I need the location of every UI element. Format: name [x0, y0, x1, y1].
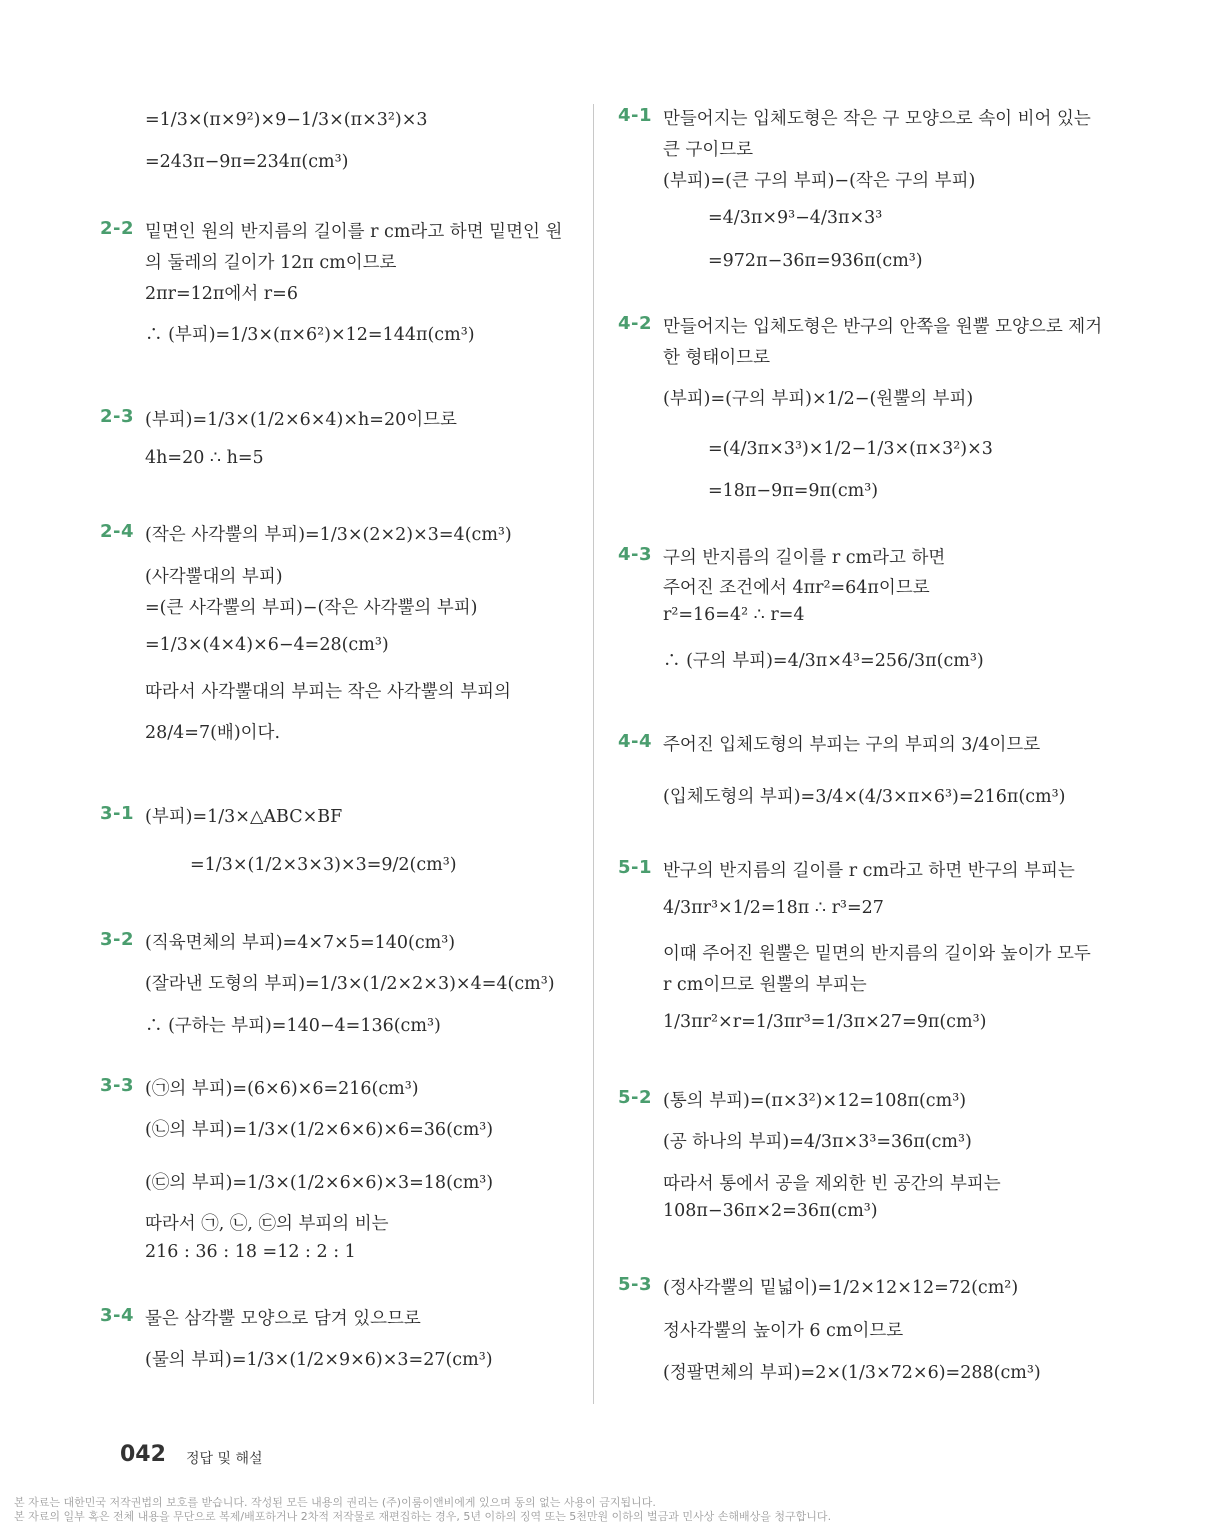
solution-line: ∴ (부피)=1/3×(π×6²)×12=144π(cm³) [145, 325, 475, 345]
section-label: 정답 및 해설 [186, 1451, 263, 1467]
problem-number: 2-2 [100, 218, 135, 239]
problem-number: 3-1 [100, 803, 135, 824]
solution-line: (잘라낸 도형의 부피)=1/3×(1/2×2×3)×4=4(cm³) [145, 974, 555, 994]
solution-line: r cm이므로 원뿔의 부피는 [663, 975, 867, 995]
solution-line: =972π−36π=936π(cm³) [708, 251, 923, 271]
problem-number: 5-3 [618, 1274, 653, 1295]
solution-line: (입체도형의 부피)=3/4×(4/3×π×6³)=216π(cm³) [663, 787, 1066, 807]
solution-line: 만들어지는 입체도형은 작은 구 모양으로 속이 비어 있는 [663, 109, 1091, 129]
solution-line: 4h=20 ∴ h=5 [145, 448, 264, 468]
solution-line: 물은 삼각뿔 모양으로 담겨 있으므로 [145, 1309, 421, 1329]
solution-line: (부피)=1/3×(1/2×6×4)×h=20이므로 [145, 410, 457, 430]
solution-line: =1/3×(4×4)×6−4=28(cm³) [145, 635, 389, 655]
problem-number: 2-4 [100, 521, 135, 542]
problem-number: 4-3 [618, 544, 653, 565]
solution-line: 따라서 사각뿔대의 부피는 작은 사각뿔의 부피의 [145, 682, 511, 702]
copyright-notice [14, 1496, 831, 1524]
solution-line: (물의 부피)=1/3×(1/2×9×6)×3=27(cm³) [145, 1350, 493, 1370]
problem-number: 5-2 [618, 1087, 653, 1108]
solution-line: 만들어지는 입체도형은 반구의 안쪽을 원뿔 모양으로 제거 [663, 317, 1103, 337]
solution-line: 정사각뿔의 높이가 6 cm이므로 [663, 1321, 904, 1341]
solution-line: ∴ (구의 부피)=4/3π×4³=256/3π(cm³) [663, 651, 984, 671]
solution-line: 주어진 입체도형의 부피는 구의 부피의 3/4이므로 [663, 735, 1041, 755]
solution-line: 108π−36π×2=36π(cm³) [663, 1201, 878, 1221]
solution-line: (㉠의 부피)=(6×6)×6=216(cm³) [145, 1079, 419, 1099]
solution-line: (부피)=(구의 부피)×1/2−(원뿔의 부피) [663, 389, 974, 409]
solution-line: =243π−9π=234π(cm³) [145, 152, 349, 172]
solution-line: =4/3π×9³−4/3π×3³ [708, 208, 883, 228]
problem-number: 3-3 [100, 1075, 135, 1096]
problem-number: 2-3 [100, 406, 135, 427]
solution-line: 반구의 반지름의 길이를 r cm라고 하면 반구의 부피는 [663, 861, 1075, 881]
solution-line: =1/3×(1/2×3×3)×3=9/2(cm³) [190, 855, 457, 875]
solution-line: (직육면체의 부피)=4×7×5=140(cm³) [145, 933, 456, 953]
solution-line: 28/4=7(배)이다. [145, 723, 281, 743]
problem-number: 3-4 [100, 1305, 135, 1326]
solution-line: 의 둘레의 길이가 12π cm이므로 [145, 253, 397, 273]
problem-number: 4-4 [618, 731, 653, 752]
solution-line: (부피)=1/3×△ABC×BF [145, 807, 343, 827]
solution-line: 1/3πr²×r=1/3πr³=1/3π×27=9π(cm³) [663, 1012, 987, 1032]
solution-line: 이때 주어진 원뿔은 밑면의 반지름의 길이와 높이가 모두 [663, 944, 1091, 964]
solution-line: (공 하나의 부피)=4/3π×3³=36π(cm³) [663, 1132, 972, 1152]
solution-line: r²=16=4² ∴ r=4 [663, 605, 805, 625]
solution-line: (사각뿔대의 부피) [145, 567, 283, 587]
solution-line: 따라서 통에서 공을 제외한 빈 공간의 부피는 [663, 1174, 1001, 1194]
copyright-line: 본 자료의 일부 혹은 전체 내용을 무단으로 복제/배포하거나 2차적 저작물로 재편집하는 경우, 5년 이하의 징역 또는 5천만원 이하의 벌금과 민사상 손해배상을 청구합니다. [14, 1510, 832, 1523]
column-divider [593, 104, 594, 1404]
solution-line: =1/3×(π×9²)×9−1/3×(π×3²)×3 [145, 110, 428, 130]
solution-line: 216 : 36 : 18 =12 : 2 : 1 [145, 1242, 356, 1262]
solution-line: ∴ (구하는 부피)=140−4=136(cm³) [145, 1016, 441, 1036]
solution-line: (통의 부피)=(π×3²)×12=108π(cm³) [663, 1091, 967, 1111]
solution-line: (정팔면체의 부피)=2×(1/3×72×6)=288(cm³) [663, 1363, 1041, 1383]
solution-line: 따라서 ㉠, ㉡, ㉢의 부피의 비는 [145, 1214, 389, 1234]
solution-line: 큰 구이므로 [663, 140, 754, 160]
problem-number: 4-1 [618, 105, 653, 126]
copyright-line: 본 자료는 대한민국 저작권법의 보호를 받습니다. 작성된 모든 내용의 권리는 (주)이룸이앤비에게 있으며 동의 없는 사용이 금지됩니다. [14, 1496, 656, 1509]
solution-line: 밑면인 원의 반지름의 길이를 r cm라고 하면 밑면인 원 [145, 222, 563, 242]
solution-line: (정사각뿔의 밑넓이)=1/2×12×12=72(cm²) [663, 1278, 1019, 1298]
problem-number: 3-2 [100, 929, 135, 950]
solution-line: (㉢의 부피)=1/3×(1/2×6×6)×3=18(cm³) [145, 1173, 494, 1193]
solution-line: =(큰 사각뿔의 부피)−(작은 사각뿔의 부피) [145, 598, 478, 618]
solution-line: (부피)=(큰 구의 부피)−(작은 구의 부피) [663, 171, 976, 191]
solution-line: 4/3πr³×1/2=18π ∴ r³=27 [663, 898, 884, 918]
solution-line: (작은 사각뿔의 부피)=1/3×(2×2)×3=4(cm³) [145, 525, 512, 545]
solution-line: 2πr=12π에서 r=6 [145, 284, 298, 304]
solution-line: =18π−9π=9π(cm³) [708, 481, 879, 501]
solution-line: 구의 반지름의 길이를 r cm라고 하면 [663, 548, 946, 568]
solution-line: 주어진 조건에서 4πr²=64π이므로 [663, 578, 930, 598]
solution-line: =(4/3π×3³)×1/2−1/3×(π×3²)×3 [708, 439, 993, 459]
solution-line: (㉡의 부피)=1/3×(1/2×6×6)×6=36(cm³) [145, 1120, 494, 1140]
problem-number: 5-1 [618, 857, 653, 878]
problem-number: 4-2 [618, 313, 653, 334]
page-number: 042 [120, 1442, 166, 1467]
solution-line: 한 형태이므로 [663, 348, 770, 368]
